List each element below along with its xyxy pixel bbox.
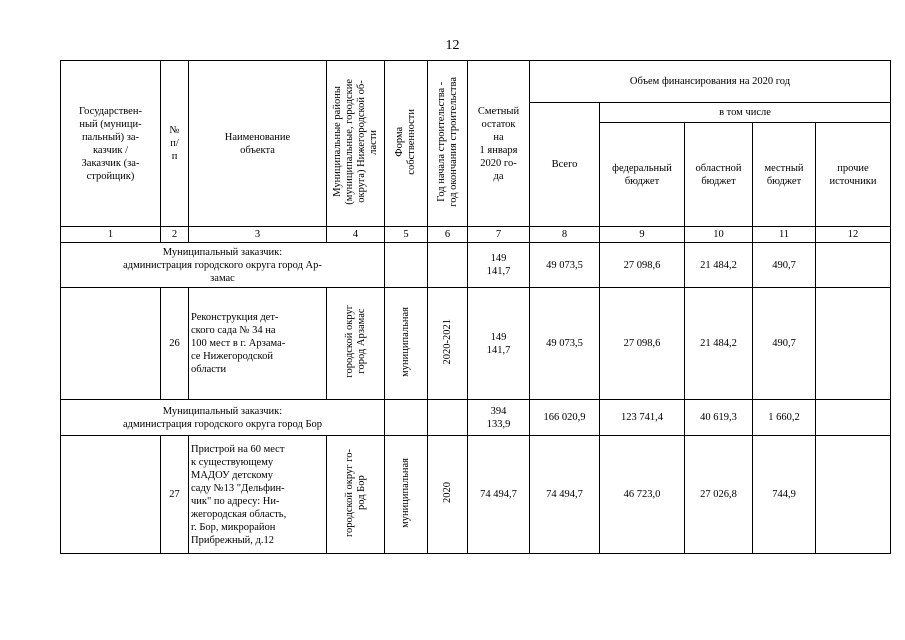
balance-cell: 394 133,9 xyxy=(468,400,530,436)
column-number: 10 xyxy=(685,227,753,243)
total-cell: 49 073,5 xyxy=(530,288,600,400)
years-cell xyxy=(428,436,468,554)
total-cell: 166 020,9 xyxy=(530,400,600,436)
header-number: № п/ п xyxy=(161,61,189,227)
customer-group: Муниципальный заказчик: администрация городского округа город Ар- замас xyxy=(61,243,385,288)
federal-cell: 46 723,0 xyxy=(600,436,685,554)
federal-cell: 123 741,4 xyxy=(600,400,685,436)
other-cell xyxy=(816,288,891,400)
column-number: 4 xyxy=(327,227,385,243)
customer-cell xyxy=(61,436,161,554)
balance-cell: 149 141,7 xyxy=(468,288,530,400)
header-districts xyxy=(327,61,385,227)
local-cell: 490,7 xyxy=(753,288,816,400)
table-row xyxy=(61,436,891,554)
ownership-cell xyxy=(385,243,428,288)
district-cell xyxy=(327,436,385,554)
financing-table xyxy=(60,60,891,554)
local-cell: 744,9 xyxy=(753,436,816,554)
district-cell xyxy=(327,288,385,400)
federal-cell: 27 098,6 xyxy=(600,243,685,288)
header-federal: федеральный бюджет xyxy=(600,123,685,227)
column-number: 6 xyxy=(428,227,468,243)
customer-group: Муниципальный заказчик: администрация городского округа город Бор xyxy=(61,400,385,436)
column-number: 11 xyxy=(753,227,816,243)
balance-cell: 149 141,7 xyxy=(468,243,530,288)
district-text: городской округ город Арзамас xyxy=(343,305,367,378)
ownership-cell xyxy=(385,288,428,400)
other-cell xyxy=(816,243,891,288)
header-districts-text: Муниципальные районы (муниципальные, городские округа) Нижегородской об- ласти xyxy=(331,78,379,205)
header-customer: Государствен- ный (муници- пальный) за- казчик / Заказчик (за- стройщик) xyxy=(61,61,161,227)
header-other: прочие источники xyxy=(816,123,891,227)
ownership-cell xyxy=(385,436,428,554)
header-total: Всего xyxy=(530,103,600,227)
number-cell: 27 xyxy=(161,436,189,554)
ownership-text: муниципальная xyxy=(400,457,411,528)
regional-cell: 21 484,2 xyxy=(685,243,753,288)
total-cell: 74 494,7 xyxy=(530,436,600,554)
ownership-cell xyxy=(385,400,428,436)
other-cell xyxy=(816,436,891,554)
header-ownership-text: Форма собственности xyxy=(394,108,417,175)
column-number: 5 xyxy=(385,227,428,243)
regional-cell: 40 619,3 xyxy=(685,400,753,436)
table-row xyxy=(61,400,891,436)
column-number: 3 xyxy=(189,227,327,243)
column-number: 8 xyxy=(530,227,600,243)
local-cell: 1 660,2 xyxy=(753,400,816,436)
ownership-text: муниципальная xyxy=(400,306,411,377)
years-text: 2020-2021 xyxy=(441,318,453,365)
column-number: 9 xyxy=(600,227,685,243)
object-name-cell: Реконструкция дет- ского сада № 34 на 100 мест в г. Арзама- се Нижегородской области xyxy=(189,288,327,400)
balance-cell: 74 494,7 xyxy=(468,436,530,554)
customer-cell xyxy=(61,288,161,400)
other-cell xyxy=(816,400,891,436)
federal-cell: 27 098,6 xyxy=(600,288,685,400)
header-ownership xyxy=(385,61,428,227)
header-object-name: Наименование объекта xyxy=(189,61,327,227)
column-number: 12 xyxy=(816,227,891,243)
years-cell xyxy=(428,243,468,288)
column-number: 7 xyxy=(468,227,530,243)
years-text: 2020 xyxy=(441,482,453,503)
header-local: местный бюджет xyxy=(753,123,816,227)
page-number: 12 xyxy=(445,38,460,53)
column-number: 2 xyxy=(161,227,189,243)
header-years xyxy=(428,61,468,227)
local-cell: 490,7 xyxy=(753,243,816,288)
column-number: 1 xyxy=(61,227,161,243)
regional-cell: 27 026,8 xyxy=(685,436,753,554)
header-financing: Объем финансирования на 2020 год xyxy=(530,61,891,103)
years-cell xyxy=(428,400,468,436)
number-cell: 26 xyxy=(161,288,189,400)
object-name-cell: Пристрой на 60 мест к существующему МАДОУ детскому саду №13 "Дельфин- чик" по адресу: Ни- жегородская область, г. Бор, микрорайон Прибрежный, д.12 xyxy=(189,436,327,554)
header-regional: областной бюджет xyxy=(685,123,753,227)
years-cell xyxy=(428,288,468,400)
table-row xyxy=(61,243,891,288)
regional-cell: 21 484,2 xyxy=(685,288,753,400)
district-text: городской округ го- род Бор xyxy=(343,448,367,537)
header-including: в том числе xyxy=(600,103,891,123)
header-years-text: Год начала строительства - год окончания строительства xyxy=(435,76,459,207)
total-cell: 49 073,5 xyxy=(530,243,600,288)
table-row xyxy=(61,288,891,400)
header-estimated-balance: Сметный остаток на 1 января 2020 го- да xyxy=(468,61,530,227)
